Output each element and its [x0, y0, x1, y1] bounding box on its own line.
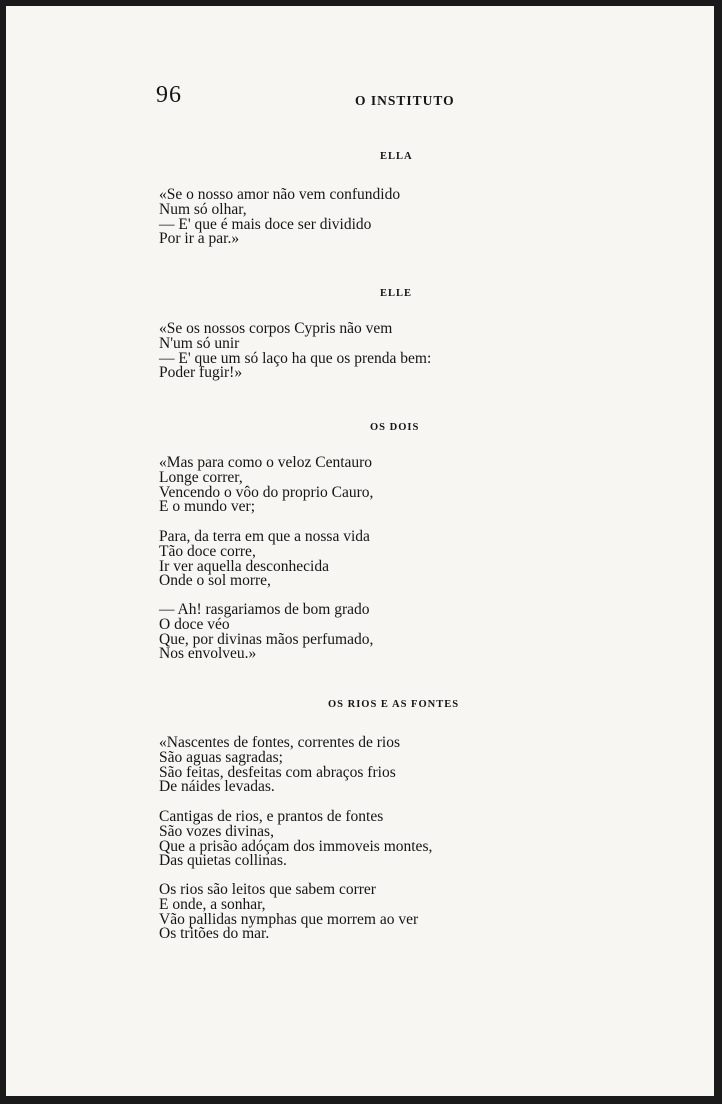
book-page: [6, 6, 714, 1096]
verse-line: Por ir a par.»: [159, 230, 240, 248]
section-heading-os-rios-e-as-fontes: OS RIOS E AS FONTES: [328, 699, 460, 710]
verse-line: São feitas, desfeitas com abraços frios: [159, 763, 396, 781]
verse-line: Para, da terra em que a nossa vida: [159, 528, 370, 545]
verse-line: — E' que é mais doce ser dividido: [159, 215, 372, 233]
stanza: [159, 530, 370, 589]
verse-line: Onde o sol morre,: [159, 572, 271, 590]
verse-line: E onde, a sonhar,: [159, 895, 266, 913]
section-heading-ella: ELLA: [380, 151, 413, 162]
verse-line: Nos envolveu.»: [159, 645, 257, 663]
verse-line: Os tritões do mar.: [159, 925, 270, 943]
verse-line: — E' que um só laço ha que os prenda bem:: [159, 349, 432, 367]
verse-line: «Se os nossos corpos Cypris não vem: [159, 320, 393, 337]
verse-line: Que a prisão adóçam dos immoveis montes,: [159, 837, 433, 855]
stanza: [159, 188, 400, 247]
verse-line: «Se o nosso amor não vem confundido: [159, 186, 401, 203]
verse-line: Num só olhar,: [159, 200, 247, 218]
stanza: [159, 736, 400, 795]
stanza: [159, 322, 431, 381]
stanza: [159, 810, 432, 869]
running-head: O INSTITUTO: [355, 93, 455, 108]
verse-line: São aguas sagradas;: [159, 748, 283, 766]
verse-line: De náides levadas.: [159, 778, 275, 796]
verse-line: «Mas para como o veloz Centauro: [159, 454, 373, 471]
verse-line: Vão pallidas nymphas que morrem ao ver: [159, 910, 419, 928]
verse-line: «Nascentes de fontes, correntes de rios: [159, 734, 401, 751]
stanza: [159, 603, 373, 662]
verse-line: Vencendo o vôo do proprio Cauro,: [159, 483, 374, 501]
verse-line: São vozes divinas,: [159, 822, 274, 840]
section-heading-os-dois: OS DOIS: [370, 422, 420, 433]
verse-line: O doce véo: [159, 615, 230, 633]
verse-line: N'um só unir: [159, 334, 240, 352]
page-number: 96: [156, 82, 182, 108]
verse-line: Tão doce corre,: [159, 542, 256, 560]
verse-line: Que, por divinas mãos perfumado,: [159, 630, 374, 648]
verse-line: Cantigas de rios, e prantos de fontes: [159, 808, 384, 825]
stanza: [159, 883, 418, 942]
verse-line: Os rios são leitos que sabem correr: [159, 881, 376, 898]
section-heading-elle: ELLE: [380, 288, 413, 299]
verse-line: Poder fugir!»: [159, 364, 243, 382]
verse-line: E o mundo ver;: [159, 498, 255, 516]
verse-line: — Ah! rasgariamos de bom grado: [159, 601, 370, 618]
verse-line: Das quietas collinas.: [159, 852, 287, 870]
verse-line: Longe correr,: [159, 468, 243, 486]
verse-line: Ir ver aquella desconhecida: [159, 557, 329, 575]
stanza: [159, 456, 373, 515]
